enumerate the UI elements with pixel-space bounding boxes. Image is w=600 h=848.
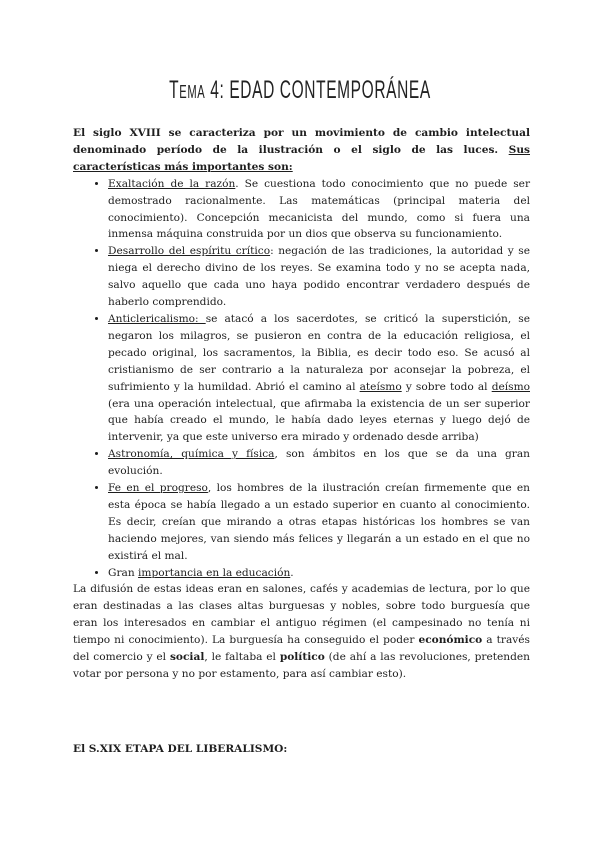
item-key: Exaltación de la razón <box>108 177 236 190</box>
item-text: , los hombres de la ilustración creían firmemente que en esta época se había llegado a un estado superior en cuanto al conocimiento. Es decir, creían que mirando a otras etapas históricas los hombres se van haciendo mejores, van siendo más felices y llegarán a un estado en el que no existirá el mal. <box>108 482 531 562</box>
intro-paragraph <box>73 125 530 176</box>
section-heading: El S.XIX ETAPA DEL LIBERALISMO: <box>73 743 288 755</box>
document-title: Tema 4: EDAD CONTEMPORÁNEA <box>169 76 431 104</box>
intro-text: El siglo XVIII se caracteriza por un movimiento de cambio intelectual denominado período de la ilustración o el siglo de las luces. <box>73 127 530 156</box>
closing-text: a través del comercio y el <box>73 634 530 664</box>
closing-bold: social <box>169 651 205 664</box>
item-text: (era una operación intelectual, que afirmaba la existencia de un ser superior que había creado el mundo, le había dado leyes eternas y luego dejó de intervenir, ya que este universo era mirado y ordenado desde arriba) <box>108 397 530 444</box>
item-text: . <box>290 566 294 579</box>
item-underlined: ateísmo <box>359 380 402 393</box>
list-item <box>108 480 530 565</box>
item-key: importancia en la educación <box>138 566 291 579</box>
item-key: Desarrollo del espíritu crítico <box>108 245 271 258</box>
item-key: Fe en el progreso <box>108 482 208 495</box>
intro-underlined: Sus características más importantes son: <box>73 143 530 173</box>
item-key: Anticlericalismo: <box>108 312 206 325</box>
item-text: , son ámbitos en los que se da una gran evolución. <box>108 448 530 478</box>
characteristics-list <box>73 176 530 582</box>
item-key: Astronomía, química y física <box>108 448 275 461</box>
closing-bold: económico <box>418 634 483 647</box>
item-text: Gran <box>108 566 139 579</box>
document-body <box>73 125 530 683</box>
closing-text: La difusión de estas ideas eran en salones, cafés y academias de lectura, por lo que eran destinadas a las clases altas burguesas y nobles, sobre todo burguesía que eran los interesados en cambiar el antiguo régimen (el campesinado no tenía ni tiempo ni conocimiento). La burguesía ha conseguido el poder <box>73 583 530 647</box>
closing-bold: político <box>279 651 325 664</box>
item-text: : negación de las tradiciones, la autoridad y se niega el derecho divino de los reyes. Se examina todo y no se acepta nada, salvo aquello que cada uno haya podido encontrar verdadero después de haberlo comprendido. <box>108 245 530 309</box>
closing-text: , le faltaba el <box>204 651 280 664</box>
item-text: se atacó a los sacerdotes, se criticó la superstición, se negaron los milagros, se pusieron en contra de la educación religiosa, el pecado original, los sacramentos, la Biblia, es decir todo eso. Se acusó al cristianismo de ser contrario a la naturaleza por aconsejar la pobreza, el sufrimiento y la humildad. Abrió el camino al <box>108 312 531 393</box>
list-item <box>108 311 530 446</box>
closing-paragraph <box>73 581 530 682</box>
item-underlined: deísmo <box>491 380 530 393</box>
item-text: . Se cuestiona todo conocimiento que no puede ser demostrado racionalmente. Las matemáticas (principal materia del conocimiento). Concepción mecanicista del mundo, como si fuera una inmensa máquina construida por un dios que observa su funcionamiento. <box>108 177 531 241</box>
list-item <box>108 565 530 582</box>
list-item <box>108 243 530 311</box>
list-item <box>108 176 530 244</box>
item-text: y sobre todo al <box>401 380 492 393</box>
list-item <box>108 446 530 480</box>
closing-text: (de ahí a las revoluciones, pretenden votar por persona y no por estamento, para así cambiar esto). <box>73 651 530 680</box>
